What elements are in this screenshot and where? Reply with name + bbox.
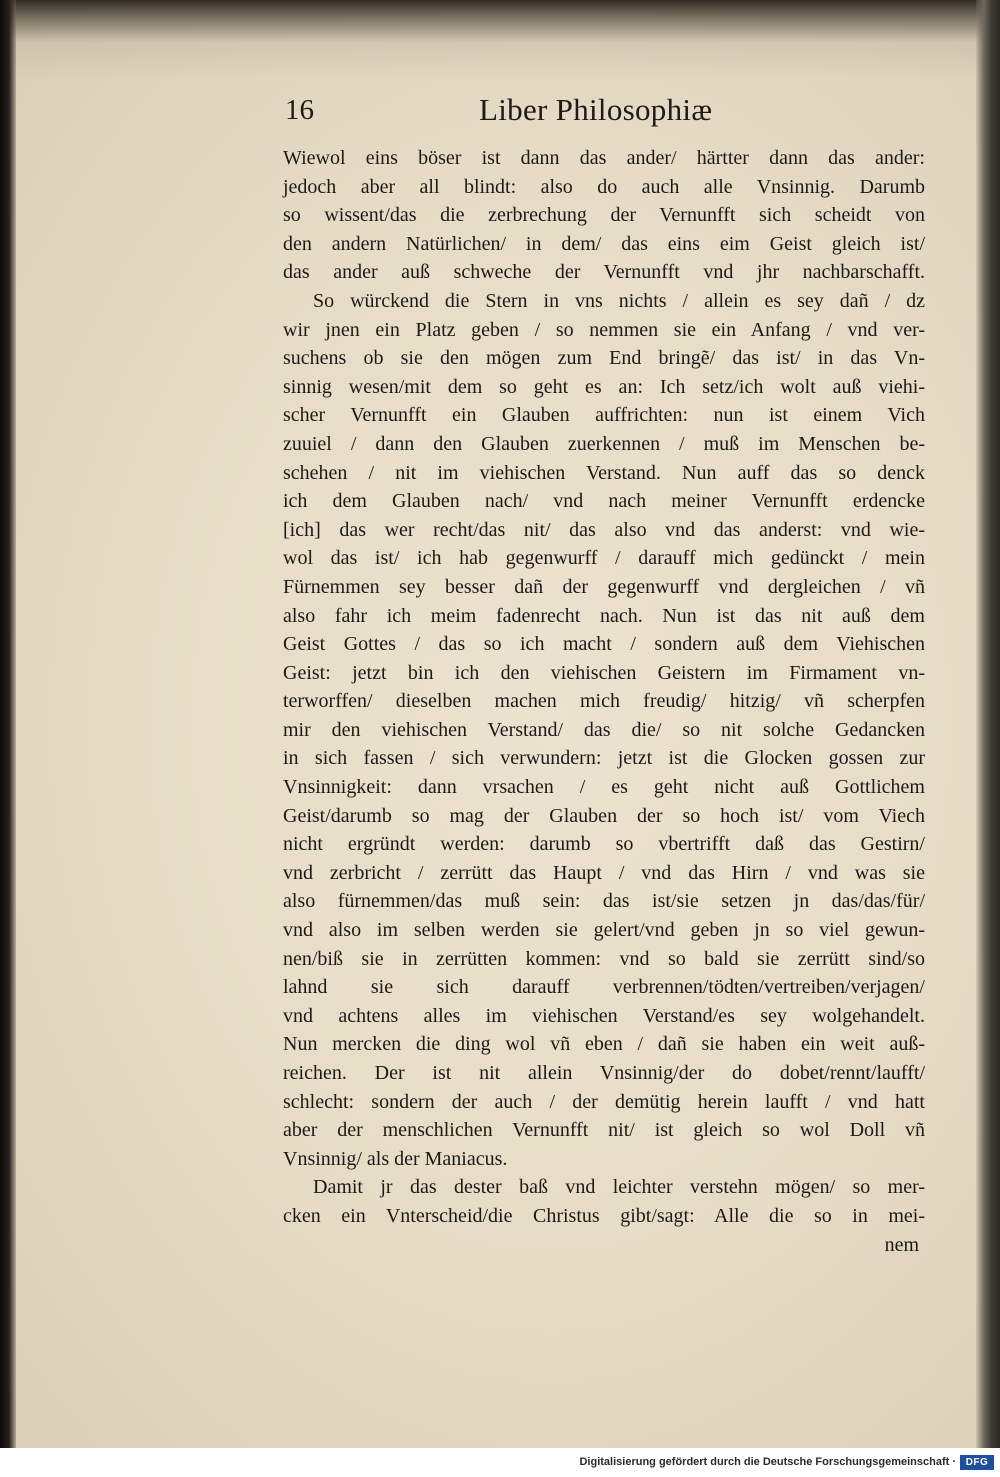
text-line: [ich] das wer recht/das nit/ das also vnd das anderst: vnd wie- (283, 518, 925, 541)
text-line: so wissent/das die zerbrechung der Vernunfft sich scheidt von (283, 204, 925, 227)
page-number: 16 (285, 94, 314, 126)
text-line: also fahr ich meim fadenrecht nach. Nun ist das nit auß dem (283, 604, 925, 627)
text-line: den andern Natürlichen/ in dem/ das eins eim Geist gleich ist/ (283, 232, 925, 255)
page-edge-right (976, 0, 1000, 1448)
text-line: scher Vernunfft ein Glauben auffrichten: nun ist einem Vich (283, 404, 925, 427)
text-line: lahnd sie sich darauff verbrennen/tödten/vertreiben/verjagen/ (283, 976, 925, 999)
page-edge-left (0, 0, 16, 1448)
text-line: vnd also im selben werden sie gelert/vnd geben jn so viel gewun- (283, 919, 925, 942)
text-line: Geist: jetzt bin ich den viehischen Geistern im Firmament vn- (283, 661, 925, 684)
text-line: cken ein Vnterscheid/die Christus gibt/sagt: Alle die so in mei- (283, 1204, 925, 1227)
text-line: sinnig wesen/mit dem so geht es an: Ich setz/ich wolt auß viehi- (283, 375, 925, 398)
text-line: vnd achtens alles im viehischen Verstand/es sey wolgehandelt. (283, 1004, 925, 1027)
text-line: wol das ist/ ich hab gegenwurff / darauff mich gedünckt / mein (283, 547, 925, 570)
text-line: Damit jr das dester baß vnd leichter verstehn mögen/ so mer- (313, 1176, 925, 1199)
footer-bar (0, 1448, 1000, 1477)
text-line: wir jnen ein Platz geben / so nemmen sie ein Anfang / vnd ver- (283, 318, 925, 341)
running-title: Liber Philosophiæ (479, 92, 713, 127)
text-line: schehen / nit im viehischen Verstand. Nun auff das so denck (283, 461, 925, 484)
text-line: reichen. Der ist nit allein Vnsinnig/der do dobet/rennt/laufft/ (283, 1062, 925, 1084)
text-line: vnd zerbricht / zerrütt das Haupt / vnd das Hirn / vnd was sie (283, 861, 925, 884)
text-line: nicht ergründt werden: darumb so vbertrifft daß das Gestirn/ (283, 833, 925, 856)
text-line: Geist Gottes / das so ich macht / sondern auß dem Viehischen (283, 633, 925, 656)
running-head (283, 92, 923, 128)
text-line: Wiewol eins böser ist dann das ander/ härtter dann das ander: (283, 147, 925, 169)
text-line: mir den viehischen Verstand/ das die/ so nit solche Gedancken (283, 718, 925, 741)
text-line: nen/biß sie in zerrütten kommen: vnd so bald sie zerrütt sind/so (283, 947, 925, 970)
text-line: Geist/darumb so mag der Glauben der so hoch ist/ vom Viech (283, 804, 925, 827)
text-line: schlecht: sondern der auch / der demütig herein laufft / vnd hatt (283, 1090, 925, 1113)
text-line: Fürnemmen sey besser dañ der gegenwurff vnd dergleichen / vñ (283, 575, 925, 598)
text-line: So würckend die Stern in vns nichts / allein es sey dañ / dz (313, 289, 925, 312)
text-line: terworffen/ dieselben machen mich freudig/ hitzig/ vñ scherpfen (283, 690, 925, 713)
text-line: Vnsinnigkeit: dann vrsachen / es geht nicht auß Gottlichem (283, 776, 925, 799)
text-line: zuuiel / dann den Glauben zuerkennen / muß im Menschen be- (283, 432, 925, 455)
text-line: in sich fassen / sich verwundern: jetzt ist die Glocken gossen zur (283, 747, 925, 770)
text-line: suchens ob sie den mögen zum End bringẽ/ das ist/ in das Vn- (283, 347, 925, 370)
body-text (283, 144, 925, 1231)
funding-notice: Digitalisierung gefördert durch die Deutsche Forschungsgemeinschaft · (579, 1456, 956, 1468)
text-line: Vnsinnig/ als der Maniacus. (283, 1147, 508, 1170)
text-line: Nun mercken die ding wol vñ eben / dañ sie haben ein weit auß- (283, 1033, 925, 1056)
text-line: aber der menschlichen Vernunfft nit/ ist gleich so wol Doll vñ (283, 1119, 925, 1142)
text-line: jedoch aber all blindt: also do auch alle Vnsinnig. Darumb (283, 175, 925, 198)
text-line: das ander auß schweche der Vernunfft vnd jhr nachbarschafft. (283, 261, 925, 284)
text-line: also fürnemmen/das muß sein: das ist/sie setzen jn das/das/für/ (283, 890, 925, 913)
dfg-logo-icon: DFG (960, 1455, 994, 1470)
text-line: ich dem Glauben nach/ vnd nach meiner Vernunfft erdencke (283, 490, 925, 513)
catchword: nem (884, 1234, 919, 1256)
